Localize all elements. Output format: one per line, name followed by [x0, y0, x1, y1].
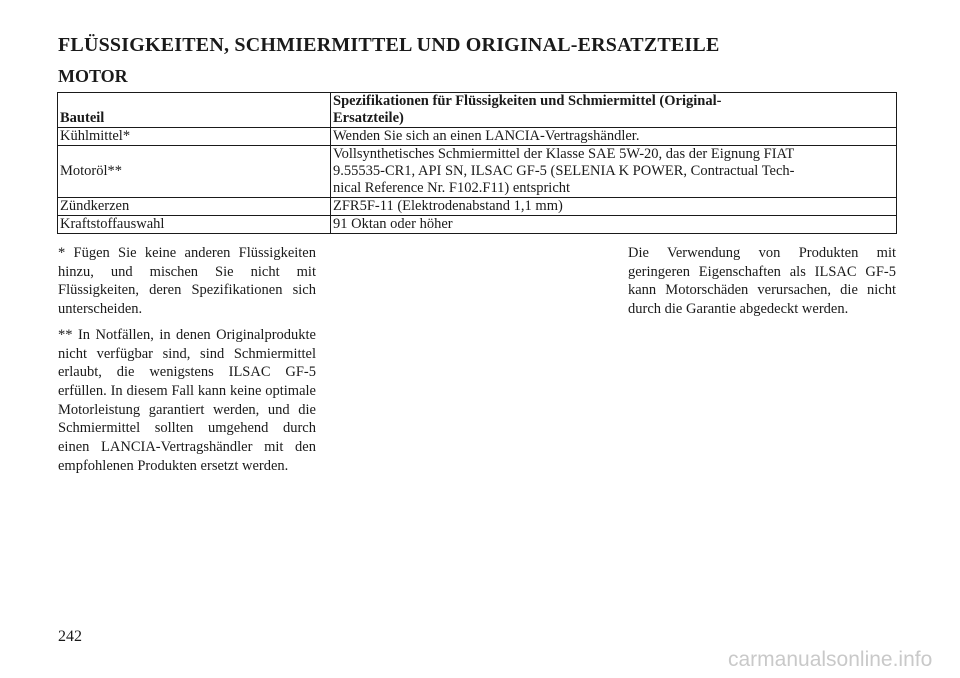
page-number: 242 — [58, 628, 82, 645]
header-spec — [331, 93, 897, 128]
component-cell: Zündkerzen — [58, 198, 331, 216]
text-column-left — [58, 244, 316, 482]
component-cell: Kraftstoffauswahl — [58, 216, 331, 234]
section-heading: FLÜSSIGKEITEN, SCHMIERMITTEL UND ORIGINAL-ERSATZTEILE — [58, 34, 720, 56]
spec-line: 9.55535-CR1, API SN, ILSAC GF-5 (SELENIA K POWER, Contractual Tech- — [333, 163, 795, 179]
watermark: carmanualsonline.info — [728, 648, 933, 671]
footnote-coolant: * Fügen Sie keine anderen Flüssigkeiten hinzu, und mischen Sie nicht mit Flüssigkeiten, deren Spezifikationen sich unterscheiden. — [58, 245, 316, 318]
spec-line: Vollsynthetisches Schmiermittel der Klasse SAE 5W-20, das der Eignung FIAT — [333, 146, 795, 162]
header-spec-line: Spezifikationen für Flüssigkeiten und Schmiermittel (Original- — [333, 93, 722, 109]
table-row — [58, 146, 897, 198]
warning-paragraph: Die Verwendung von Produkten mit geringeren Eigenschaften als ILSAC GF-5 kann Motorschäden verursachen, die nicht durch die Garantie abgedeckt werden. — [628, 245, 896, 318]
spec-cell: ZFR5F-11 (Elektrodenabstand 1,1 mm) — [331, 198, 897, 216]
table-row — [58, 128, 897, 146]
table-row — [58, 216, 897, 234]
footnote-oil: ** In Notfällen, in denen Originalprodukte nicht verfügbar sind, sind Schmiermittel erlaubt, die wenigstens ILSAC GF-5 erfüllen. In diesem Fall kann keine optimale Motorleistung garantiert werden, und die Schmiermittel sollten umgehend durch einen LANCIA-Vertragshändler mit den empfohlenen Produkten ersetzt werden. — [58, 326, 316, 474]
component-cell: Kühlmittel* — [58, 128, 331, 146]
component-cell: Motoröl** — [58, 146, 331, 198]
spec-cell: Wenden Sie sich an einen LANCIA-Vertragshändler. — [331, 128, 897, 146]
spec-cell — [331, 146, 897, 198]
spec-cell: 91 Oktan oder höher — [331, 216, 897, 234]
spec-table — [57, 92, 897, 234]
header-spec-line: Ersatzteile) — [333, 110, 404, 126]
spec-line: nical Reference Nr. F102.F11) entspricht — [333, 180, 571, 196]
table-header-row — [58, 93, 897, 128]
subsection-heading: MOTOR — [58, 66, 128, 86]
table-row — [58, 198, 897, 216]
text-column-right — [628, 244, 896, 326]
header-component: Bauteil — [58, 93, 331, 128]
